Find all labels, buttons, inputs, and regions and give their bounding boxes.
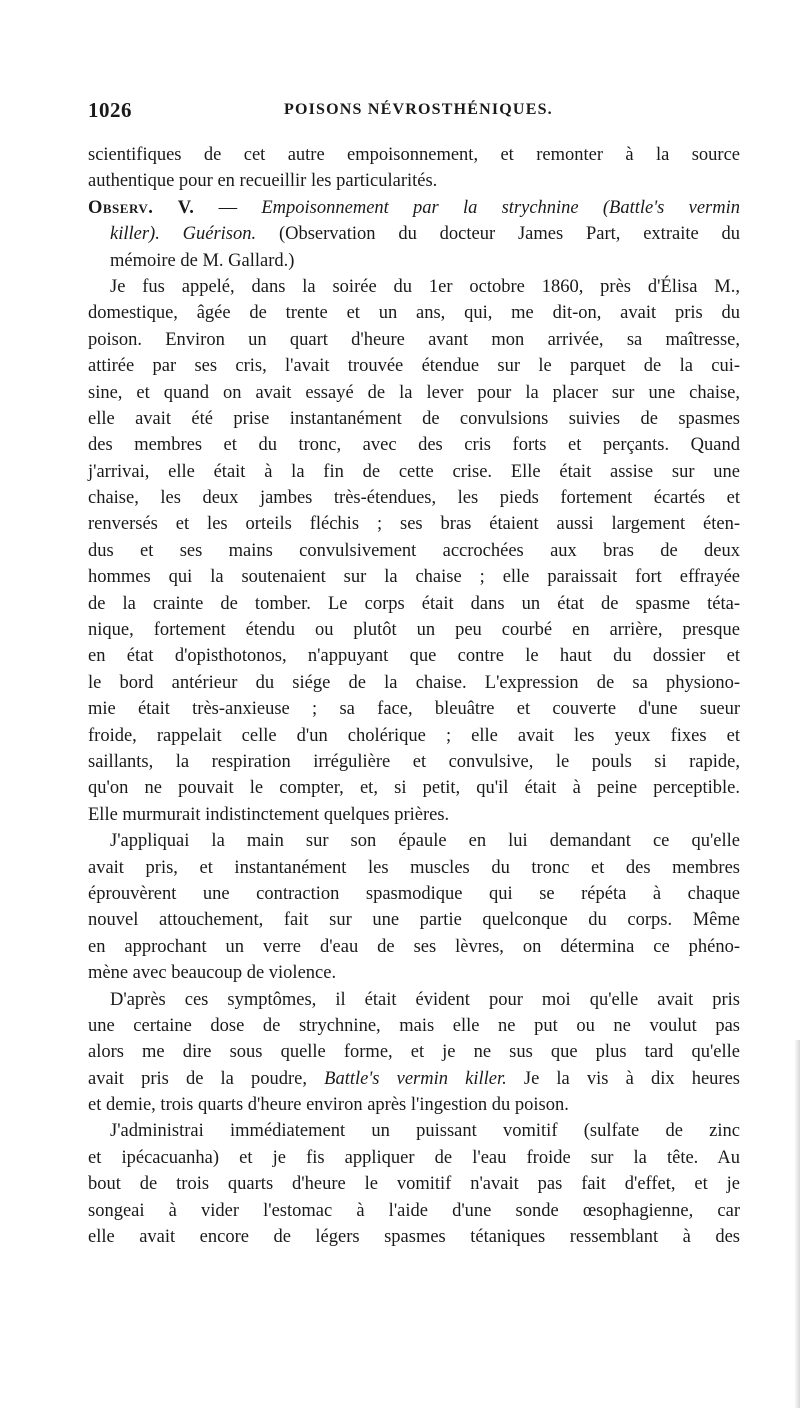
text-line: j'arrivai, elle était à la fin de cette crise. Elle était assise sur une: [88, 461, 740, 482]
text-line: domestique, âgée de trente et un ans, qui, me dit-on, avait pris du: [88, 303, 740, 324]
text-line: scientifiques de cet autre empoisonnement, et remonter à la source: [88, 145, 740, 165]
text-line: sine, et quand on avait essayé de la lever pour la placer sur une chaise,: [88, 382, 740, 403]
text-line: hommes qui la soutenaient sur la chaise ; elle paraissait fort effrayée: [88, 567, 740, 588]
text-line: froide, rappelait celle d'un cholérique ; elle avait les yeux fixes et: [88, 725, 740, 746]
running-head: [88, 98, 738, 126]
text-line: mémoire de M. Gallard.): [110, 250, 295, 271]
text-line: nique, fortement étendu ou plutôt un peu courbé en arrière, presque: [88, 620, 740, 641]
text-fragment: avait pris de la poudre,: [88, 1068, 325, 1089]
text-line: et demie, trois quarts d'heure environ après l'ingestion du poison.: [88, 1095, 569, 1116]
running-title: POISONS NÉVROSTHÉNIQUES.: [284, 101, 553, 118]
text-line: mie était très-anxieuse ; sa face, bleuâtre et couverte d'une sueur: [88, 699, 740, 720]
text-line: Je fus appelé, dans la soirée du 1er octobre 1860, près d'Élisa M.,: [110, 276, 740, 297]
observation-dash: —: [194, 197, 262, 218]
text-line: dus et ses mains convulsivement accrochées aux bras de deux: [88, 540, 740, 561]
page-edge-shadow: [794, 1040, 800, 1408]
text-line: poison. Environ un quart d'heure avant mon arrivée, sa maîtresse,: [88, 329, 740, 350]
text-line: elle avait été prise instantanément de convulsions suivies de spasmes: [88, 408, 740, 429]
text-line: [88, 1066, 740, 1092]
text-line: attirée par ses cris, l'avait trouvée étendue sur le parquet de la cui-: [88, 356, 740, 377]
page-number: 1026: [88, 98, 132, 122]
text-line: des membres et du tronc, avec des cris forts et perçants. Quand: [88, 435, 740, 456]
text-line: alors me dire sous quelle forme, et je ne sus que plus tard qu'elle: [88, 1042, 740, 1063]
text-line: elle avait encore de légers spasmes tétaniques ressemblant à des: [88, 1227, 740, 1248]
observation-source: (Observation du docteur James Part, extraite du: [256, 224, 740, 245]
observation-label: Observ. V.: [88, 197, 195, 218]
text-line: nouvel attouchement, fait sur une partie quelconque du corps. Même: [88, 910, 740, 931]
text-line: [88, 221, 740, 247]
text-line: authentique pour en recueillir les particularités.: [88, 171, 438, 192]
text-line: Elle murmurait indistinctement quelques prières.: [88, 804, 450, 825]
text-line: de la crainte de tomber. Le corps était dans un état de spasme téta-: [88, 593, 740, 614]
product-name: Battle's vermin killer.: [324, 1068, 507, 1089]
observation-title-cont: killer). Guérison.: [110, 224, 257, 245]
text-line: D'après ces symptômes, il était évident pour moi qu'elle avait pris: [110, 989, 740, 1010]
text-line: renversés et les orteils fléchis ; ses bras étaient aussi largement éten-: [88, 514, 740, 535]
text-line: saillants, la respiration irrégulière et convulsive, le pouls si rapide,: [88, 751, 740, 772]
text-fragment: Je la vis à dix heures: [506, 1068, 740, 1089]
text-line: songeai à vider l'estomac à l'aide d'une sonde œsophagienne, car: [88, 1200, 740, 1221]
observation-title: Empoisonnement par la strychnine (Battle's vermin: [261, 197, 740, 218]
body-text: [88, 142, 740, 1250]
text-line: une certaine dose de strychnine, mais elle ne put ou ne voulut pas: [88, 1015, 740, 1036]
text-line: le bord antérieur du siége de la chaise. L'expression de sa physiono-: [88, 672, 740, 693]
text-line: bout de trois quarts d'heure le vomitif n'avait pas fait d'effet, et je: [88, 1174, 740, 1195]
text-line: qu'on ne pouvait le compter, et, si petit, qu'il était à peine perceptible.: [88, 778, 740, 799]
text-line: chaise, les deux jambes très-étendues, les pieds fortement écartés et: [88, 488, 740, 509]
text-line: [88, 195, 740, 221]
text-line: avait pris, et instantanément les muscles du tronc et des membres: [88, 857, 740, 878]
text-line: en approchant un verre d'eau de ses lèvres, on détermina ce phéno-: [88, 936, 740, 957]
text-line: et ipécacuanha) et je fis appliquer de l'eau froide sur la tête. Au: [88, 1147, 740, 1168]
text-line: J'appliquai la main sur son épaule en lui demandant ce qu'elle: [110, 831, 740, 852]
text-line: en état d'opisthotonos, n'appuyant que contre le haut du dossier et: [88, 646, 740, 667]
text-line: J'administrai immédiatement un puissant vomitif (sulfate de zinc: [110, 1121, 740, 1142]
text-line: mène avec beaucoup de violence.: [88, 963, 337, 984]
text-line: éprouvèrent une contraction spasmodique qui se répéta à chaque: [88, 883, 740, 904]
